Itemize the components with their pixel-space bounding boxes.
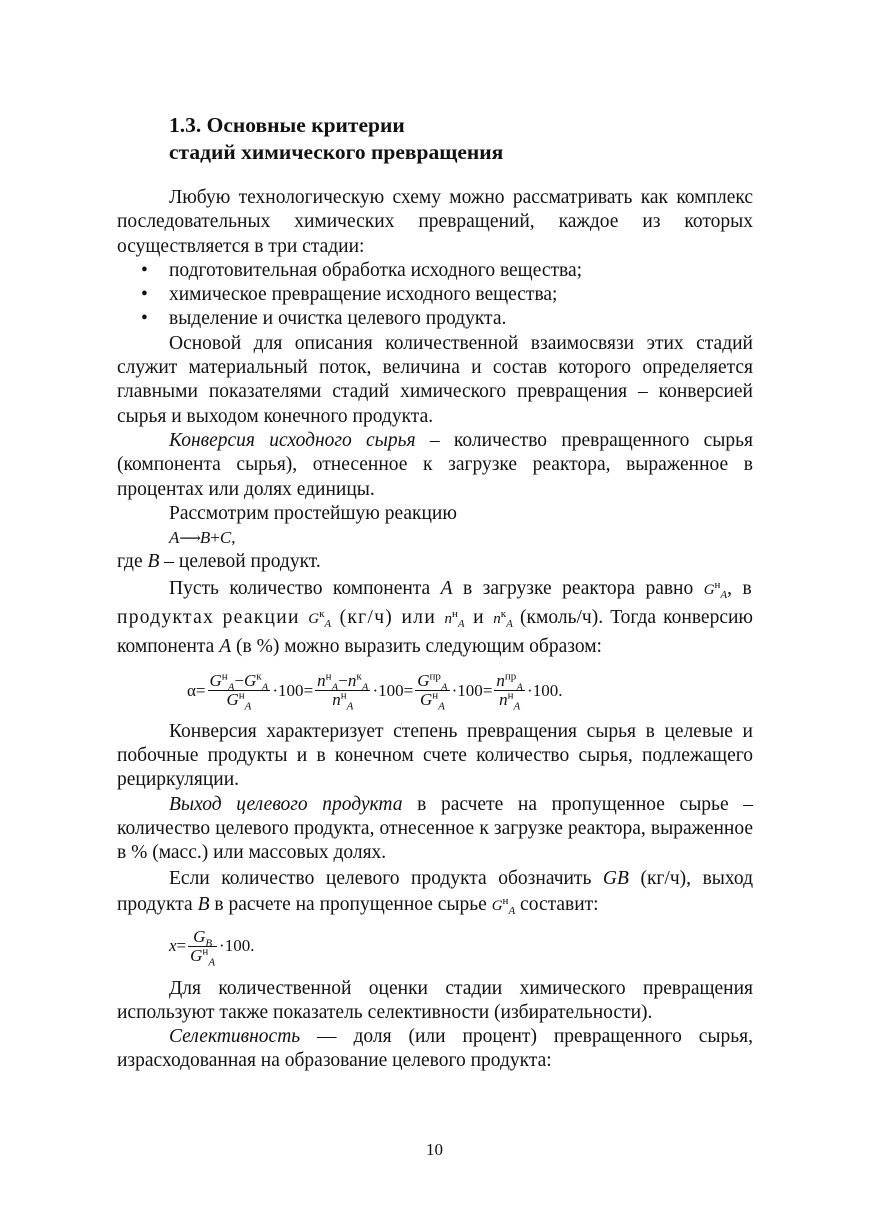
sub-a: A [516, 681, 524, 694]
list-item: • химическое превращение исходного вещества; [117, 283, 753, 307]
intro-paragraph: Любую технологическую схему можно рассматривать как комплекс последовательных химических превращений, каждое из которых осуществляется в три стадии: [117, 187, 753, 257]
equals-sign: = [176, 936, 187, 956]
symbol-ga-k [308, 607, 332, 630]
sup-n: н [507, 689, 514, 702]
page-content [117, 112, 753, 1074]
where-paragraph [117, 550, 753, 574]
denominator [188, 945, 217, 969]
sup-n: н [202, 945, 209, 958]
sub-a: A [244, 700, 252, 713]
sub-a: A [440, 681, 448, 694]
list-item: • выделение и очистка целевого продукта. [117, 307, 753, 331]
denominator [415, 689, 449, 713]
heading-line-1: 1.3. Основные критерии [169, 113, 405, 137]
where-post: – целевой продукт. [159, 551, 321, 573]
sym-g: G [190, 946, 203, 966]
sym-n: n [499, 690, 508, 710]
period: . [558, 680, 563, 700]
sub-a: A [324, 617, 332, 630]
sup-pr: пр [504, 670, 517, 683]
sym-n: n [317, 671, 326, 691]
let-text-4: в продуктах реакции [117, 577, 753, 628]
sub-b: B [205, 937, 213, 950]
sub-a: A [438, 700, 445, 713]
numerator [315, 670, 370, 694]
product-b: B [199, 528, 211, 548]
period: . [250, 936, 255, 956]
yield-formula [117, 923, 753, 971]
numerator [188, 927, 217, 950]
let-text-1: Пусть количество компонента [169, 577, 441, 599]
consider-paragraph: Рассмотрим простейшую реакцию [169, 502, 457, 524]
sub-a: A [361, 681, 369, 694]
selectivity-text: — доля (или процент) превращенного сырья, израсходованная на образование целевого продукта: [117, 1026, 753, 1072]
if-text-2: (кг/ч), выход продукта [117, 867, 753, 915]
sup-k: к [500, 607, 507, 620]
product-c: C [219, 528, 232, 548]
sym-g: G [703, 581, 715, 598]
sub-a: A [331, 681, 339, 694]
conversion-term: Конверсия исходного сырья [169, 429, 416, 451]
let-text-3: , [727, 577, 733, 599]
where-b: B [147, 551, 160, 573]
if-b: B [197, 893, 210, 915]
reaction-comma: , [231, 528, 236, 548]
conversion-characterization: Конверсия характеризует степень превращения сырья в целевые и побочные продукты и в конечном счете количество сырья, подлежащего рециркуляции. [117, 720, 753, 791]
sub-a: A [457, 617, 465, 630]
denominator [315, 689, 370, 713]
times-100: ·100 [451, 680, 483, 700]
sym-n: n [493, 610, 501, 627]
fraction-mass [208, 670, 271, 713]
conversion-definition [117, 429, 753, 502]
sup-n: н [714, 578, 721, 591]
sup-n: н [238, 689, 245, 702]
equals-sign: = [195, 680, 206, 700]
equals-sign: = [482, 680, 493, 700]
equals-sign: = [303, 680, 314, 700]
sub-a: A [513, 700, 521, 713]
let-a: A [440, 577, 453, 599]
times-100: ·100 [272, 680, 304, 700]
sym-g: G [491, 897, 503, 914]
alpha-symbol: α [187, 680, 196, 700]
numerator [415, 670, 449, 694]
plus-sign: + [210, 528, 220, 548]
stages-list [117, 259, 753, 332]
symbol-ga-n [491, 894, 516, 917]
gb-symbol: GB [602, 867, 629, 889]
yield-definition [117, 793, 753, 866]
minus-sign: − [338, 671, 348, 691]
reaction-equation [117, 526, 753, 550]
yield-text: в расчете на пропущенное сырье – количество целевого продукта, отнесенное к загрузке реактора, выраженное в % (масс.) или массовых долях. [117, 793, 753, 864]
section-heading [169, 112, 753, 166]
x-symbol: x [169, 936, 177, 956]
sup-n: н [325, 670, 332, 683]
numerator [494, 670, 525, 694]
sup-k: к [256, 670, 262, 683]
sub-a: A [508, 904, 516, 917]
sup-n: н [502, 894, 509, 907]
equals-sign: = [403, 680, 414, 700]
let-text-7: (кмоль/ч). Тогда конверсию компонента [117, 606, 753, 657]
sym-g: G [226, 690, 239, 710]
if-text-3: в расчете на пропущенное сырье [209, 893, 492, 915]
sup-n: н [452, 607, 458, 620]
sub-a: A [261, 681, 269, 694]
where-pre: где [117, 551, 148, 573]
selectivity-definition [117, 1025, 753, 1074]
sup-pr: пр [429, 670, 441, 683]
sub-a: A [720, 588, 728, 601]
fraction-converted-mass [415, 670, 449, 713]
times-100: ·100 [372, 680, 404, 700]
if-text-1: Если количество целевого продукта обозначить [169, 867, 603, 889]
let-paragraph [117, 575, 753, 660]
fraction-converted-molar [494, 670, 525, 713]
sup-k: к [356, 670, 362, 683]
sub-a: A [208, 956, 216, 969]
sym-g: G [417, 671, 430, 691]
let-text-5: (кг/ч) или [331, 606, 445, 628]
symbol-na-k [493, 607, 513, 630]
conversion-text: – количество превращенного сырья (компонента сырья), отнесенное к загрузке реактора, выраженное в процентах или долях единицы. [117, 429, 753, 500]
times-100: ·100 [527, 680, 559, 700]
sym-n: n [444, 610, 453, 627]
page-number: 10 [426, 1140, 443, 1159]
fraction-yield [188, 927, 217, 969]
sym-g: G [419, 690, 433, 710]
numerator [208, 670, 271, 694]
fraction-molar [315, 670, 370, 713]
symbol-ga-n [703, 578, 728, 601]
basis-paragraph: Основой для описания количественной взаимосвязи этих стадий служит материальный поток, величина и состав которого определяется главными показателями стадий химического превращения – конверсией сырья и выходом конечного продукта. [117, 332, 753, 427]
sym-g: G [193, 927, 206, 947]
sub-a: A [227, 681, 235, 694]
times-100: ·100 [219, 936, 251, 956]
sub-a: A [346, 700, 354, 713]
sup-n: н [432, 689, 439, 702]
sup-n: н [221, 670, 228, 683]
if-text-4: составит: [515, 893, 599, 915]
reactant-a: A [169, 528, 180, 548]
selectivity-term: Селективность [169, 1026, 301, 1048]
denominator [494, 689, 525, 713]
reaction-arrow: ⟶ [179, 531, 200, 548]
symbol-na-n [444, 607, 465, 630]
yield-term: Выход целевого продукта [169, 793, 403, 815]
heading-line-2: стадий химического превращения [169, 140, 504, 164]
sym-g: G [244, 671, 257, 691]
sup-k: к [319, 607, 325, 620]
selectivity-intro: Для количественной оценки стадии химического превращения используют также показатель селективности (избирательности). [117, 977, 753, 1023]
minus-sign: − [234, 671, 245, 691]
sym-g: G [308, 610, 320, 627]
let-text-2: в загрузке реактора равно [452, 577, 704, 599]
sym-g: G [209, 671, 222, 691]
sym-n: n [332, 690, 341, 710]
sub-a: A [506, 617, 513, 630]
let-a: A [219, 635, 232, 657]
list-item: • подготовительная обработка исходного вещества; [117, 259, 753, 283]
sym-n: n [347, 671, 357, 691]
sym-n: n [496, 671, 505, 691]
sup-n: н [340, 689, 347, 702]
if-yield-paragraph [117, 866, 753, 919]
let-text-6: и [464, 606, 494, 628]
denominator [208, 689, 271, 713]
let-text-8: (в %) можно выразить следующим образом: [231, 635, 602, 657]
conversion-formula [117, 666, 753, 716]
